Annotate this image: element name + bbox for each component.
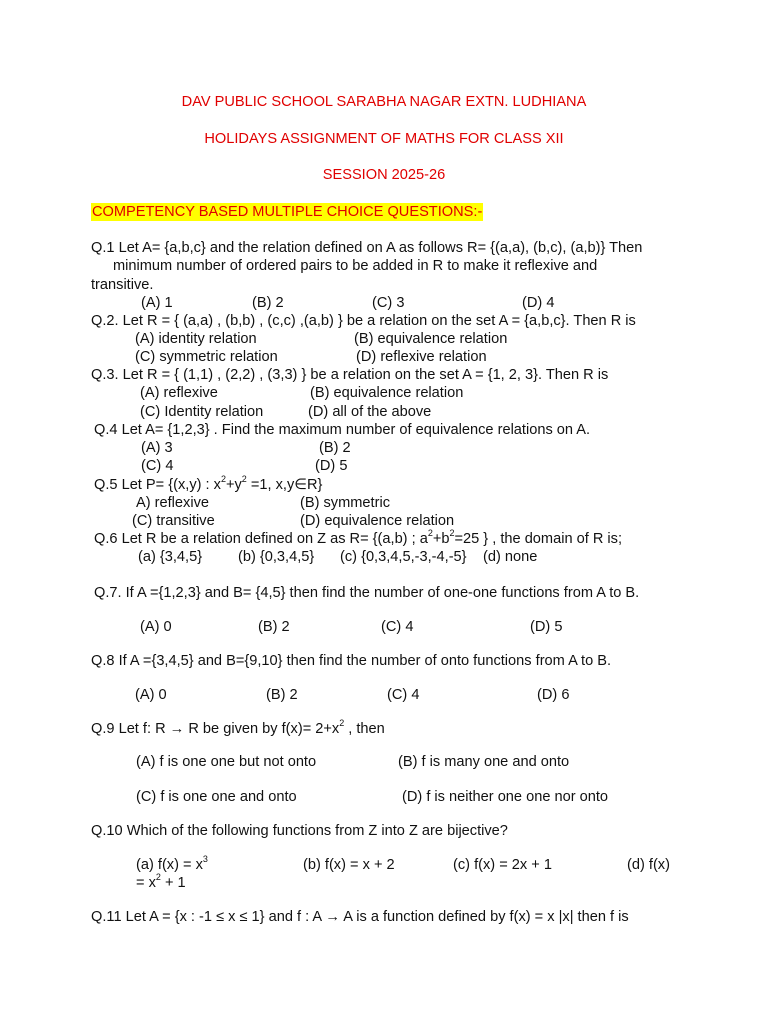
q3-line1: Q.3. Let R = { (1,1) , (2,2) , (3,3) } be a relation on the set A = {1, 2, 3}. Then R is bbox=[91, 367, 609, 383]
q4-option-b: (B) 2 bbox=[319, 440, 351, 456]
q2-option-c: (C) symmetric relation bbox=[135, 349, 278, 365]
q5-option-b: (B) symmetric bbox=[300, 495, 390, 511]
q1-line2: minimum number of ordered pairs to be added in R to make it reflexive and bbox=[113, 258, 598, 274]
q7-option-d: (D) 5 bbox=[530, 619, 563, 635]
q1-line3: transitive. bbox=[91, 277, 154, 293]
q3-option-a: (A) reflexive bbox=[140, 385, 218, 401]
q4-option-a: (A) 3 bbox=[141, 440, 173, 456]
assignment-title: HOLIDAYS ASSIGNMENT OF MATHS FOR CLASS XII bbox=[204, 131, 564, 147]
q10-option-b: (b) f(x) = x + 2 bbox=[303, 857, 395, 873]
q11-line1: Q.11 Let A = {x : -1 ≤ x ≤ 1} and f : A → A is a function defined by f(x) = x |x| then f is bbox=[91, 909, 629, 925]
q10-option-a: (a) $f(x) = x^3$ bbox=[136, 854, 208, 873]
session-label: SESSION 2025-26 bbox=[322, 167, 446, 183]
q8-option-d: (D) 6 bbox=[537, 687, 570, 703]
q3-option-d: (D) all of the above bbox=[308, 404, 432, 420]
q1-option-a: (A) 1 bbox=[141, 295, 173, 311]
q1-line1: Q.1 Let A= {a,b,c} and the relation defined on A as follows R= {(a,a), (b,c), (a,b)} Then bbox=[91, 240, 643, 256]
q5-option-a: A) reflexive bbox=[136, 495, 209, 511]
q3-option-b: (B) equivalence relation bbox=[310, 385, 464, 401]
q6-option-d: (d) none bbox=[483, 549, 538, 565]
q10-line1: Q.10 Which of the following functions from Z into Z are bijective? bbox=[91, 823, 508, 839]
q8-option-c: (C) 4 bbox=[387, 687, 420, 703]
q5-option-c: (C) transitive bbox=[132, 513, 215, 529]
q4-line1: Q.4 Let A= {1,2,3} . Find the maximum number of equivalence relations on A. bbox=[94, 422, 591, 438]
q1-option-b: (B) 2 bbox=[252, 295, 284, 311]
q7-option-b: (B) 2 bbox=[258, 619, 290, 635]
section-title: COMPETENCY BASED MULTIPLE CHOICE QUESTIONS:- bbox=[92, 204, 483, 220]
q8-line1: Q.8 If A ={3,4,5} and B={9,10} then find the number of onto functions from A to B. bbox=[91, 653, 612, 669]
q5-line1: Q.5 Let P= {(x,y) : $x^2+y^2 =1$, x,y∈R} bbox=[94, 474, 323, 493]
q7-option-a: (A) 0 bbox=[140, 619, 172, 635]
q9-line1: Q.9 Let f: R → R be given by $f(x)= 2+x^2$ , then bbox=[91, 718, 385, 737]
q10-option-d-continued: = $x^2 + 1$ bbox=[136, 872, 186, 891]
q9-option-b: (B) f is many one and onto bbox=[398, 754, 570, 770]
q1-option-d: (D) 4 bbox=[522, 295, 555, 311]
q6-option-b: (b) {0,3,4,5} bbox=[238, 549, 315, 565]
q9-option-d: (D) f is neither one one nor onto bbox=[402, 789, 609, 805]
q2-line1: Q.2. Let R = { (a,a) , (b,b) , (c,c) ,(a,b) } be a relation on the set A = {a,b,c}. Then R is bbox=[91, 313, 636, 329]
q9-option-a: (A) f is one one but not onto bbox=[136, 754, 317, 770]
q8-option-a: (A) 0 bbox=[135, 687, 167, 703]
q4-option-d: (D) 5 bbox=[315, 458, 348, 474]
q6-line1: Q.6 Let R be a relation defined on Z as R= {(a,b) ; $a^2+b^2=25$ } , the domain of R is; bbox=[94, 528, 623, 547]
school-name: DAV PUBLIC SCHOOL SARABHA NAGAR EXTN. LUDHIANA bbox=[181, 94, 587, 110]
q9-option-c: (C) f is one one and onto bbox=[136, 789, 297, 805]
q10-option-d: (d) f(x) bbox=[627, 857, 670, 873]
q6-option-c: (c) {0,3,4,5,-3,-4,-5} bbox=[340, 549, 467, 565]
q10-option-c: (c) f(x) = 2x + 1 bbox=[453, 857, 552, 873]
q4-option-c: (C) 4 bbox=[141, 458, 174, 474]
q8-option-b: (B) 2 bbox=[266, 687, 298, 703]
q2-option-d: (D) reflexive relation bbox=[356, 349, 487, 365]
q7-line1: Q.7. If A ={1,2,3} and B= {4,5} then find the number of one-one functions from A to B. bbox=[94, 585, 640, 601]
q2-option-a: (A) identity relation bbox=[135, 331, 257, 347]
q2-option-b: (B) equivalence relation bbox=[354, 331, 508, 347]
q3-option-c: (C) Identity relation bbox=[140, 404, 264, 420]
q7-option-c: (C) 4 bbox=[381, 619, 414, 635]
q5-option-d: (D) equivalence relation bbox=[300, 513, 455, 529]
q6-option-a: (a) {3,4,5} bbox=[138, 549, 203, 565]
q1-option-c: (C) 3 bbox=[372, 295, 405, 311]
